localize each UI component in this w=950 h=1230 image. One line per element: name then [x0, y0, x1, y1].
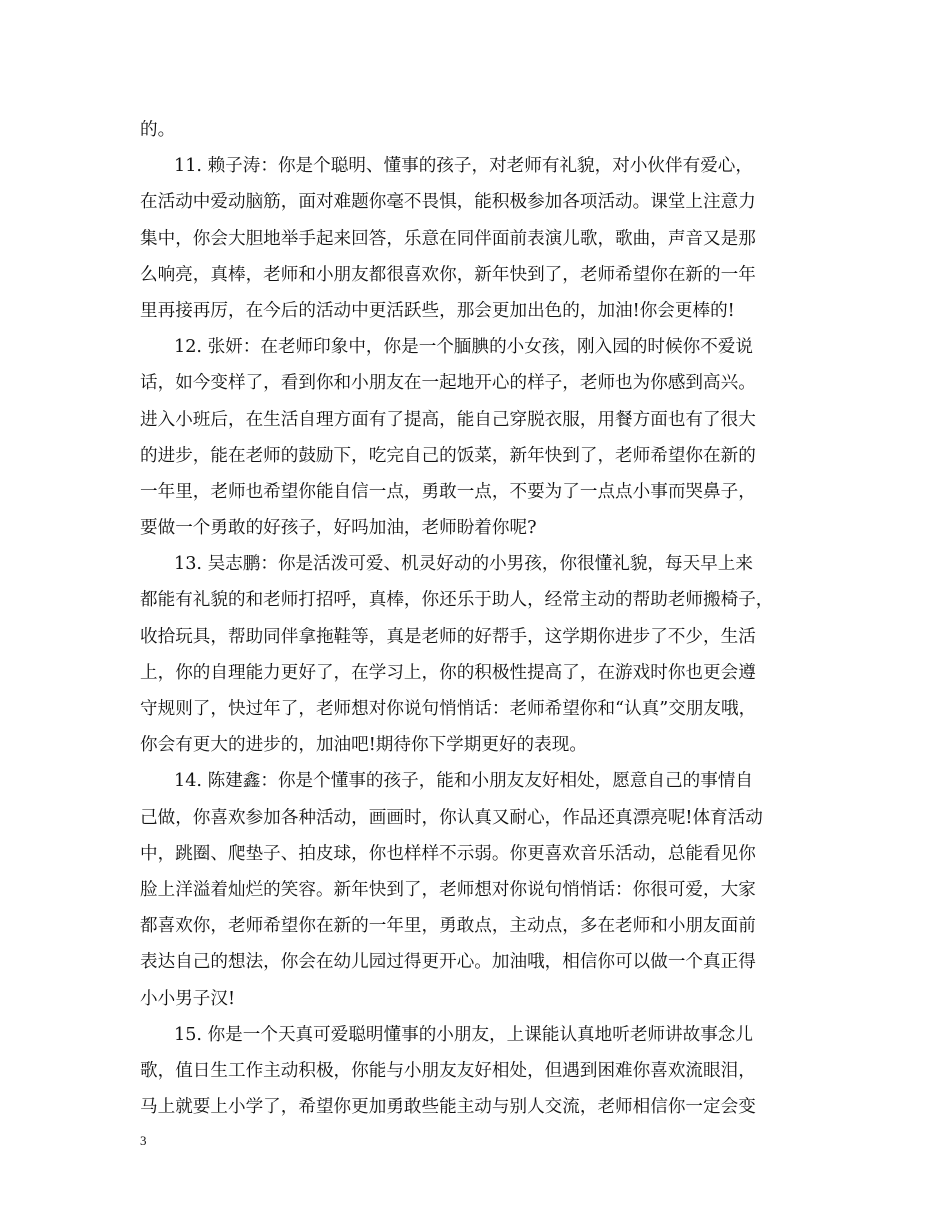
- text-line: 一年里，老师也希望你能自信一点，勇敢一点，不要为了一点点小事而哭鼻子，: [140, 481, 756, 502]
- text-line: 的进步，能在老师的鼓励下，吃完自己的饭菜，新年快到了，老师希望你在新的: [140, 445, 756, 466]
- text-line: 要做一个勇敢的好孩子，好吗加油，老师盼着你呢?: [140, 518, 537, 539]
- text-line: 守规则了，快过年了，老师想对你说句悄悄话：老师希望你和“认真”交朋友哦，: [140, 699, 757, 719]
- text-line: 收拾玩具，帮助同伴拿拖鞋等，真是老师的好帮手，这学期你进步了不少，生活: [140, 626, 756, 647]
- text-line: 都喜欢你，老师希望你在新的一年里，勇敢点，主动点，多在老师和小朋友面前: [140, 916, 756, 937]
- text-line: 马上就要上小学了，希望你更加勇敢些能主动与别人交流，老师相信你一定会变: [140, 1097, 756, 1118]
- text-line: 里再接再厉，在今后的活动中更活跃些，那会更加出色的，加油!你会更棒的!: [140, 300, 735, 321]
- body-text: [140, 112, 820, 1125]
- text-line: 脸上洋溢着灿烂的笑容。新年快到了，老师想对你说句悄悄话：你很可爱，大家: [140, 879, 756, 900]
- text-line: 12. 张妍：在老师印象中，你是一个腼腆的小女孩，刚入园的时候你不爱说: [174, 337, 753, 358]
- text-line: 11. 赖子涛：你是个聪明、懂事的孩子，对老师有礼貌，对小伙伴有爱心，: [174, 156, 753, 177]
- text-line: 话，如今变样了，看到你和小朋友在一起地开心的样子，老师也为你感到高兴。: [140, 373, 756, 394]
- text-line: 么响亮，真棒，老师和小朋友都很喜欢你，新年快到了，老师希望你在新的一年: [140, 264, 756, 285]
- text-line: 上，你的自理能力更好了，在学习上，你的积极性提高了，在游戏时你也更会遵: [140, 662, 756, 683]
- text-line: 小小男子汉!: [140, 988, 236, 1009]
- page-number: 3: [140, 1133, 147, 1148]
- text-line: 14. 陈建鑫：你是个懂事的孩子，能和小朋友友好相处，愿意自己的事情自: [174, 771, 753, 792]
- text-line: 进入小班后，在生活自理方面有了提高，能自己穿脱衣服，用餐方面也有了很大: [140, 409, 756, 430]
- text-line: 集中，你会大胆地举手起来回答，乐意在同伴面前表演儿歌，歌曲，声音又是那: [140, 228, 756, 249]
- text-line: 你会有更大的进步的，加油吧!期待你下学期更好的表现。: [140, 735, 587, 756]
- text-line: 在活动中爱动脑筋，面对难题你毫不畏惧，能积极参加各项活动。课堂上注意力: [140, 192, 756, 213]
- text-line: 的。: [140, 120, 176, 140]
- text-line: 15. 你是一个天真可爱聪明懂事的小朋友，上课能认真地听老师讲故事念儿: [174, 1024, 753, 1045]
- text-line: 歌，值日生工作主动积极，你能与小朋友友好相处，但遇到困难你喜欢流眼泪，: [140, 1060, 756, 1081]
- text-line: 表达自己的想法，你会在幼儿园过得更开心。加油哦，相信你可以做一个真正得: [140, 952, 756, 973]
- text-line: 都能有礼貌的和老师打招呼，真棒，你还乐于助人，经常主动的帮助老师搬椅子，: [140, 590, 774, 611]
- text-line: 中，跳圈、爬垫子、拍皮球，你也样样不示弱。你更喜欢音乐活动，总能看见你: [140, 843, 756, 864]
- text-line: 己做，你喜欢参加各种活动，画画时，你认真又耐心，作品还真漂亮呢!体育活动: [140, 807, 763, 828]
- text-line: 13. 吴志鹏：你是活泼可爱、机灵好动的小男孩，你很懂礼貌，每天早上来: [174, 554, 753, 575]
